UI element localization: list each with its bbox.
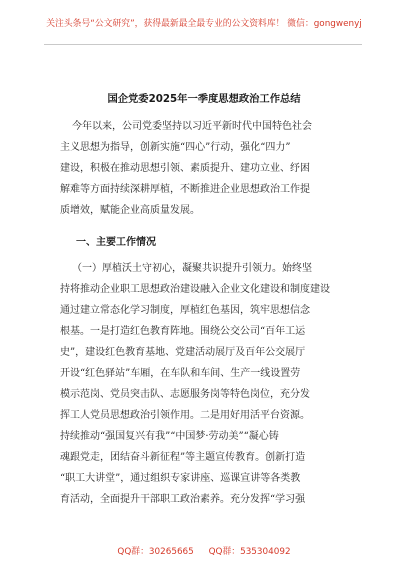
body-line: 持续推动“强国复兴有我”“中国梦·劳动美”“凝心铸 — [60, 431, 279, 442]
intro-line: 主义思想为指导，创新实施“四心”行动，强化“四力” — [60, 142, 291, 153]
body-line: （一）厚植沃土守初心，凝聚共识提升引领力。始终坚 — [72, 263, 312, 274]
header-divider — [44, 44, 362, 45]
body-line: 育活动，全面提升干部职工政治素养。充分发挥“学习强 — [60, 494, 306, 505]
body-line: 持将推动企业职工思想政治建设融入企业文化建设和制度建设 — [60, 284, 330, 295]
qq-group-2: QQ群：535304092 — [208, 547, 291, 557]
footer-contact — [0, 544, 408, 557]
body-line: 模示范岗、党员突击队、志愿服务岗等特色岗位，充分发 — [60, 389, 310, 400]
body-line: 根基。一是打造红色教育阵地。围绕公交公司“百年工运 — [60, 326, 306, 337]
intro-line: 建设，积极在推动思想引领、素质提升、建功立业、纾困 — [60, 163, 310, 174]
qq-group-1: QQ群：30265665 — [117, 547, 194, 557]
document-title: 国企党委2025年一季度思想政治工作总结 — [107, 93, 301, 105]
body-line: 开设“红色驿站”车厢，在车队和车间、生产一线设置劳 — [60, 368, 301, 379]
body-line: 魂跟党走，团结奋斗新征程”等主题宣传教育。创新打造 — [60, 452, 306, 463]
header-banner: 关注头条号“公文研究”，获得最新最全最专业的公文资料库！ 微信：gongwenyj — [46, 19, 362, 29]
intro-line: 质增效，赋能企业高质量发展。 — [60, 205, 200, 216]
body-line: 史”，建设红色教育基地、党建活动展厅及百年公交展厅 — [60, 347, 306, 358]
intro-line: 今年以来，公司党委坚持以习近平新时代中国特色社会 — [72, 121, 312, 132]
intro-line: 解难等方面持续深耕厚植，不断推进企业思想政治工作提 — [60, 184, 310, 195]
body-line: “职工大讲堂”，通过组织专家讲座、巡课宣讲等各类教 — [60, 473, 301, 484]
body-line: 挥工人党员思想政治引领作用。二是用好用活平台资源。 — [60, 410, 310, 421]
body-line: 通过建立常态化学习制度，厚植红色基因，筑牢思想信念 — [60, 305, 310, 316]
section-heading: 一、主要工作情况 — [76, 237, 156, 248]
